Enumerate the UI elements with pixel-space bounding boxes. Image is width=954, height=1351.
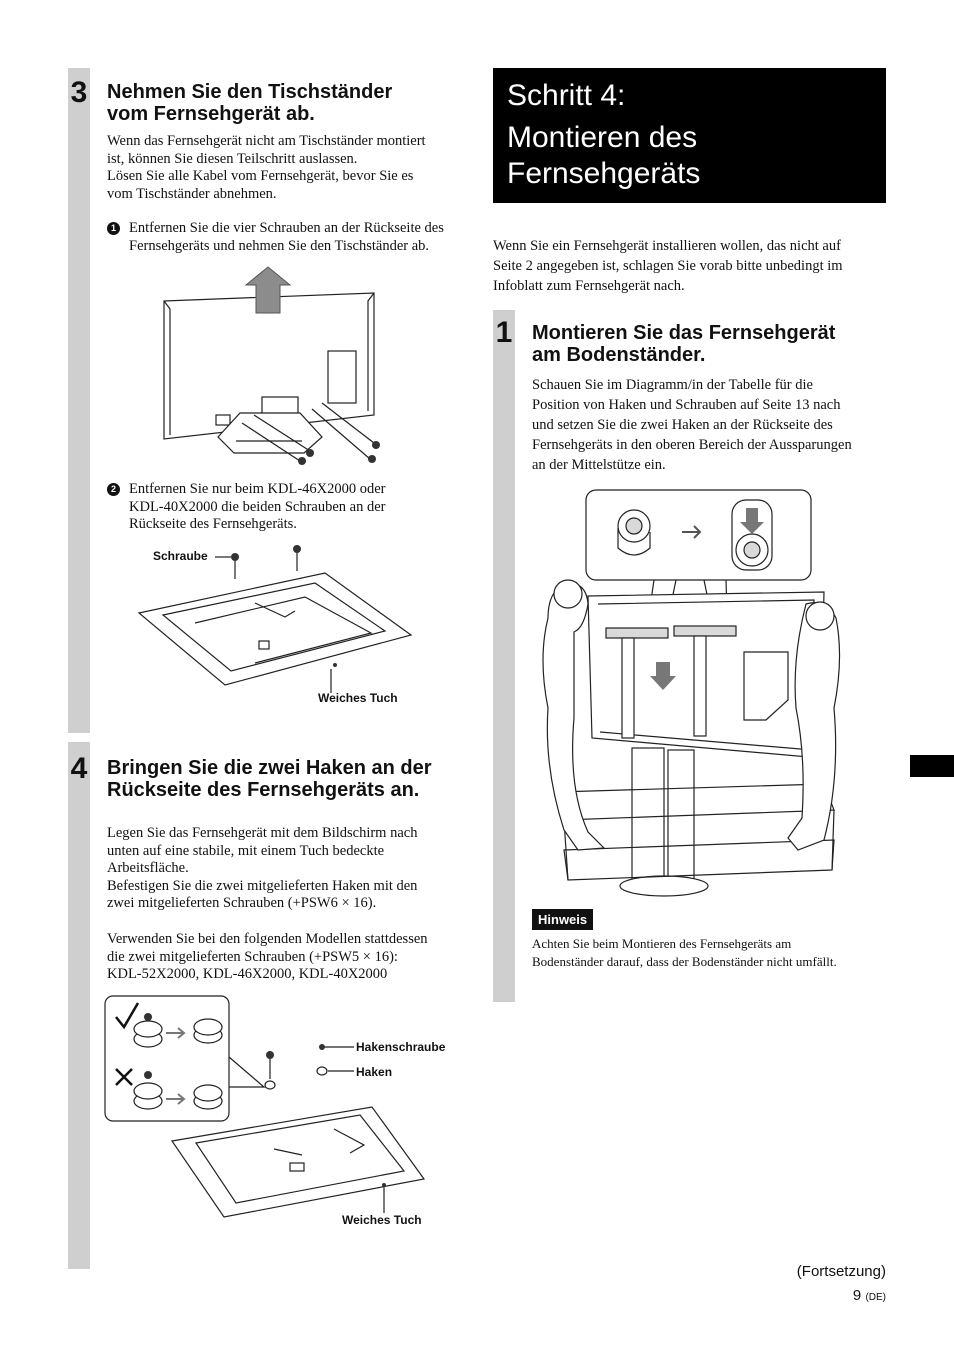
step-4-heading: Bringen Sie die zwei Haken an der Rückseite des Fernsehgeräts an. [107, 757, 432, 801]
step-1-sidebar [493, 310, 515, 1002]
step-1-heading: Montieren Sie das Fernsehgerät am Bodenständer. [532, 322, 836, 366]
note-label: Hinweis [532, 909, 593, 930]
label-screw: Schraube [153, 549, 208, 563]
step-3-heading: Nehmen Sie den Tischständer vom Fernsehgerät ab. [107, 81, 393, 125]
label-hook: Haken [356, 1065, 393, 1079]
step-3-number: 3 [70, 76, 88, 109]
section-tab-marker [910, 755, 954, 777]
section-title-line-1: Schritt 4: [507, 79, 626, 112]
item-number-badge: 2 [107, 483, 120, 496]
section-title-box [493, 68, 886, 203]
section-intro: Wenn Sie ein Fernsehgerät installieren wollen, das nicht auf Seite 2 angegeben ist, schlagen Sie vorab bitte unbedingt im Infoblatt zum Fernsehgerät nach. [493, 238, 843, 294]
step-3-item-2: 2 Entfernen Sie nur beim KDL-46X2000 oder KDL-40X2000 die beiden Schrauben an der Rückseite des Fernsehgeräts. [107, 481, 477, 537]
tv-back-screws-illustration [135, 545, 425, 705]
step-4-paragraph-1: Legen Sie das Fernsehgerät mit dem Bildschirm nach unten auf eine stabile, mit einem Tuch bedeckte Arbeitsfläche. Befestigen Sie die zwei mitgelieferten Haken mit den zwei mitgelieferten Schrauben (+PSW6 × 16). [107, 825, 418, 911]
step-3-item-1: 1 Entfernen Sie die vier Schrauben an der Rückseite des Fernsehgeräts und nehmen Sie den Tischständer ab. [107, 220, 477, 260]
step-3-intro: Wenn das Fernsehgerät nicht am Tischständer montiert ist, können Sie diesen Teilschritt auslassen. Lösen Sie alle Kabel vom Fernsehgerät, bevor Sie es vom Tischständer abnehmen. [107, 133, 426, 202]
step-1-body: Schauen Sie im Diagramm/in der Tabelle für die Position von Haken und Schrauben auf Seite 13 nach und setzen Sie die zwei Haken an der Rückseite des Fernsehgeräts in den oberen Bereich der Aussparungen an der Mittelstütze ein. [532, 377, 852, 473]
label-soft-cloth-2: Weiches Tuch [342, 1213, 422, 1227]
label-hook-screw: Hakenschraube [356, 1040, 446, 1054]
tv-remove-stand-illustration [150, 265, 390, 475]
hook-attach-illustration [104, 995, 434, 1225]
step-4-sidebar [68, 742, 90, 1269]
item-number-badge: 1 [107, 222, 120, 235]
step-4-number: 4 [70, 752, 88, 785]
note-text: Achten Sie beim Montieren des Fernsehgeräts am Bodenständer darauf, dass der Bodenständer nicht umfällt. [532, 936, 837, 969]
step-4-paragraph-2: Verwenden Sie bei den folgenden Modellen stattdessen die zwei mitgelieferten Schrauben (+PSW5 × 16): KDL-52X2000, KDL-46X2000, KDL-40X2000 [107, 931, 428, 982]
step-1-number: 1 [495, 316, 513, 349]
step-3-sidebar [68, 68, 90, 733]
section-title-line-3: Fernsehgeräts [507, 157, 701, 190]
continued-note: (Fortsetzung) [796, 1263, 886, 1280]
section-title-line-2: Montieren des [507, 121, 698, 154]
label-soft-cloth-1: Weiches Tuch [318, 691, 398, 705]
page-number: 9 (DE) [852, 1287, 886, 1304]
mount-tv-floor-stand-illustration [534, 488, 844, 908]
